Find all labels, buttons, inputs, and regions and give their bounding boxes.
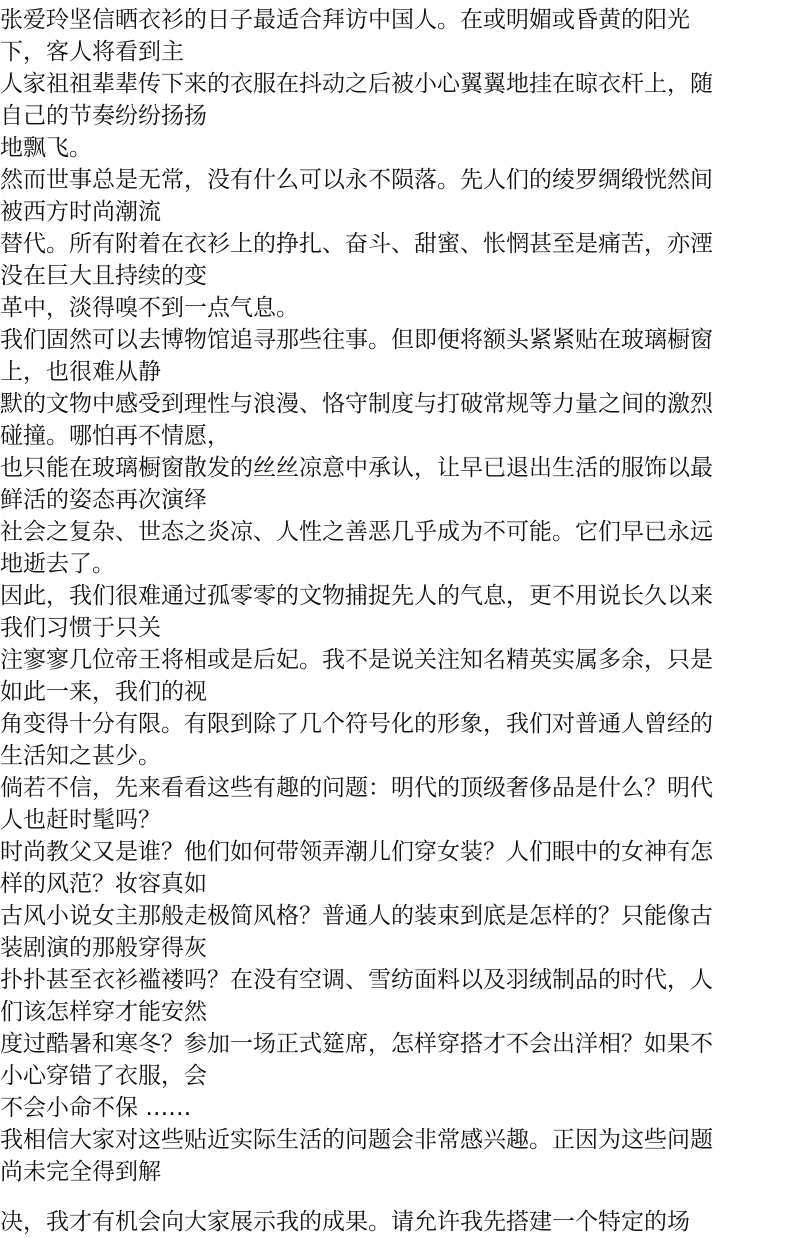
text-line: 时尚教父又是谁？他们如何带领弄潮儿们穿女装？人们眼中的女神有怎	[0, 839, 713, 865]
text-line: 鲜活的姿态再次演绎	[0, 487, 207, 513]
text-line: 尚未完全得到解	[0, 1159, 161, 1185]
text-line: 注寥寥几位帝王将相或是后妃。我不是说关注知名精英实属多余，只是	[0, 647, 713, 673]
text-line: 人也赶时髦吗？	[0, 807, 161, 833]
text-line: 自己的节奏纷纷扬扬	[0, 103, 207, 129]
text-line: 装剧演的那般穿得灰	[0, 935, 207, 961]
text-line: 地飘飞。	[0, 135, 92, 161]
text-line: 替代。所有附着在衣衫上的挣扎、奋斗、甜蜜、怅惘甚至是痛苦，亦湮	[0, 231, 713, 257]
text-line: 因此，我们很难通过孤零零的文物捕捉先人的气息，更不用说长久以来	[0, 583, 713, 609]
text-line: 人家祖祖辈辈传下来的衣服在抖动之后被小心翼翼地挂在晾衣杆上，随	[0, 71, 713, 97]
text-line: 没在巨大且持续的变	[0, 263, 207, 289]
text-line: 上，也很难从静	[0, 359, 161, 385]
text-line: 社会之复杂、世态之炎凉、人性之善恶几乎成为不可能。它们早已永远	[0, 519, 713, 545]
text-line: 不会小命不保 ……	[0, 1095, 192, 1121]
text-line: 小心穿错了衣服，会	[0, 1063, 207, 1089]
text-line: 我相信大家对这些贴近实际生活的问题会非常感兴趣。正因为这些问题	[0, 1127, 713, 1153]
text-line: 被西方时尚潮流	[0, 199, 161, 225]
text-line: 度过酷暑和寒冬？参加一场正式筵席，怎样穿搭才不会出洋相？如果不	[0, 1031, 713, 1057]
text-line: 我们习惯于只关	[0, 615, 161, 641]
text-line: 古风小说女主那般走极简风格？普通人的装束到底是怎样的？只能像古	[0, 903, 713, 929]
text-line: 张爱玲坚信晒衣衫的日子最适合拜访中国人。在或明媚或昏黄的阳光	[0, 7, 690, 33]
text-line: 碰撞。哪怕再不情愿，	[0, 423, 230, 449]
text-line: 然而世事总是无常，没有什么可以永不陨落。先人们的绫罗绸缎恍然间	[0, 167, 713, 193]
text-line: 样的风范？妆容真如	[0, 871, 207, 897]
text-line: 们该怎样穿才能安然	[0, 999, 207, 1025]
text-line: 决，我才有机会向大家展示我的成果。请允许我先搭建一个特定的场	[0, 1209, 690, 1235]
text-line: 下，客人将看到主	[0, 39, 184, 65]
text-line: 革中，淡得嗅不到一点气息。	[0, 295, 299, 321]
text-line: 如此一来，我们的视	[0, 679, 207, 705]
text-line: 也只能在玻璃橱窗散发的丝丝凉意中承认，让早已退出生活的服饰以最	[0, 455, 713, 481]
text-line: 倘若不信，先来看看这些有趣的问题：明代的顶级奢侈品是什么？明代	[0, 775, 713, 801]
text-line: 生活知之甚少。	[0, 743, 161, 769]
text-line: 默的文物中感受到理性与浪漫、恪守制度与打破常规等力量之间的激烈	[0, 391, 713, 417]
text-line: 角变得十分有限。有限到除了几个符号化的形象，我们对普通人曾经的	[0, 711, 713, 737]
text-line: 地逝去了。	[0, 551, 115, 577]
text-line: 我们固然可以去博物馆追寻那些往事。但即便将额头紧紧贴在玻璃橱窗	[0, 327, 713, 353]
text-line: 扑扑甚至衣衫褴褛吗？在没有空调、雪纺面料以及羽绒制品的时代，人	[0, 967, 713, 993]
